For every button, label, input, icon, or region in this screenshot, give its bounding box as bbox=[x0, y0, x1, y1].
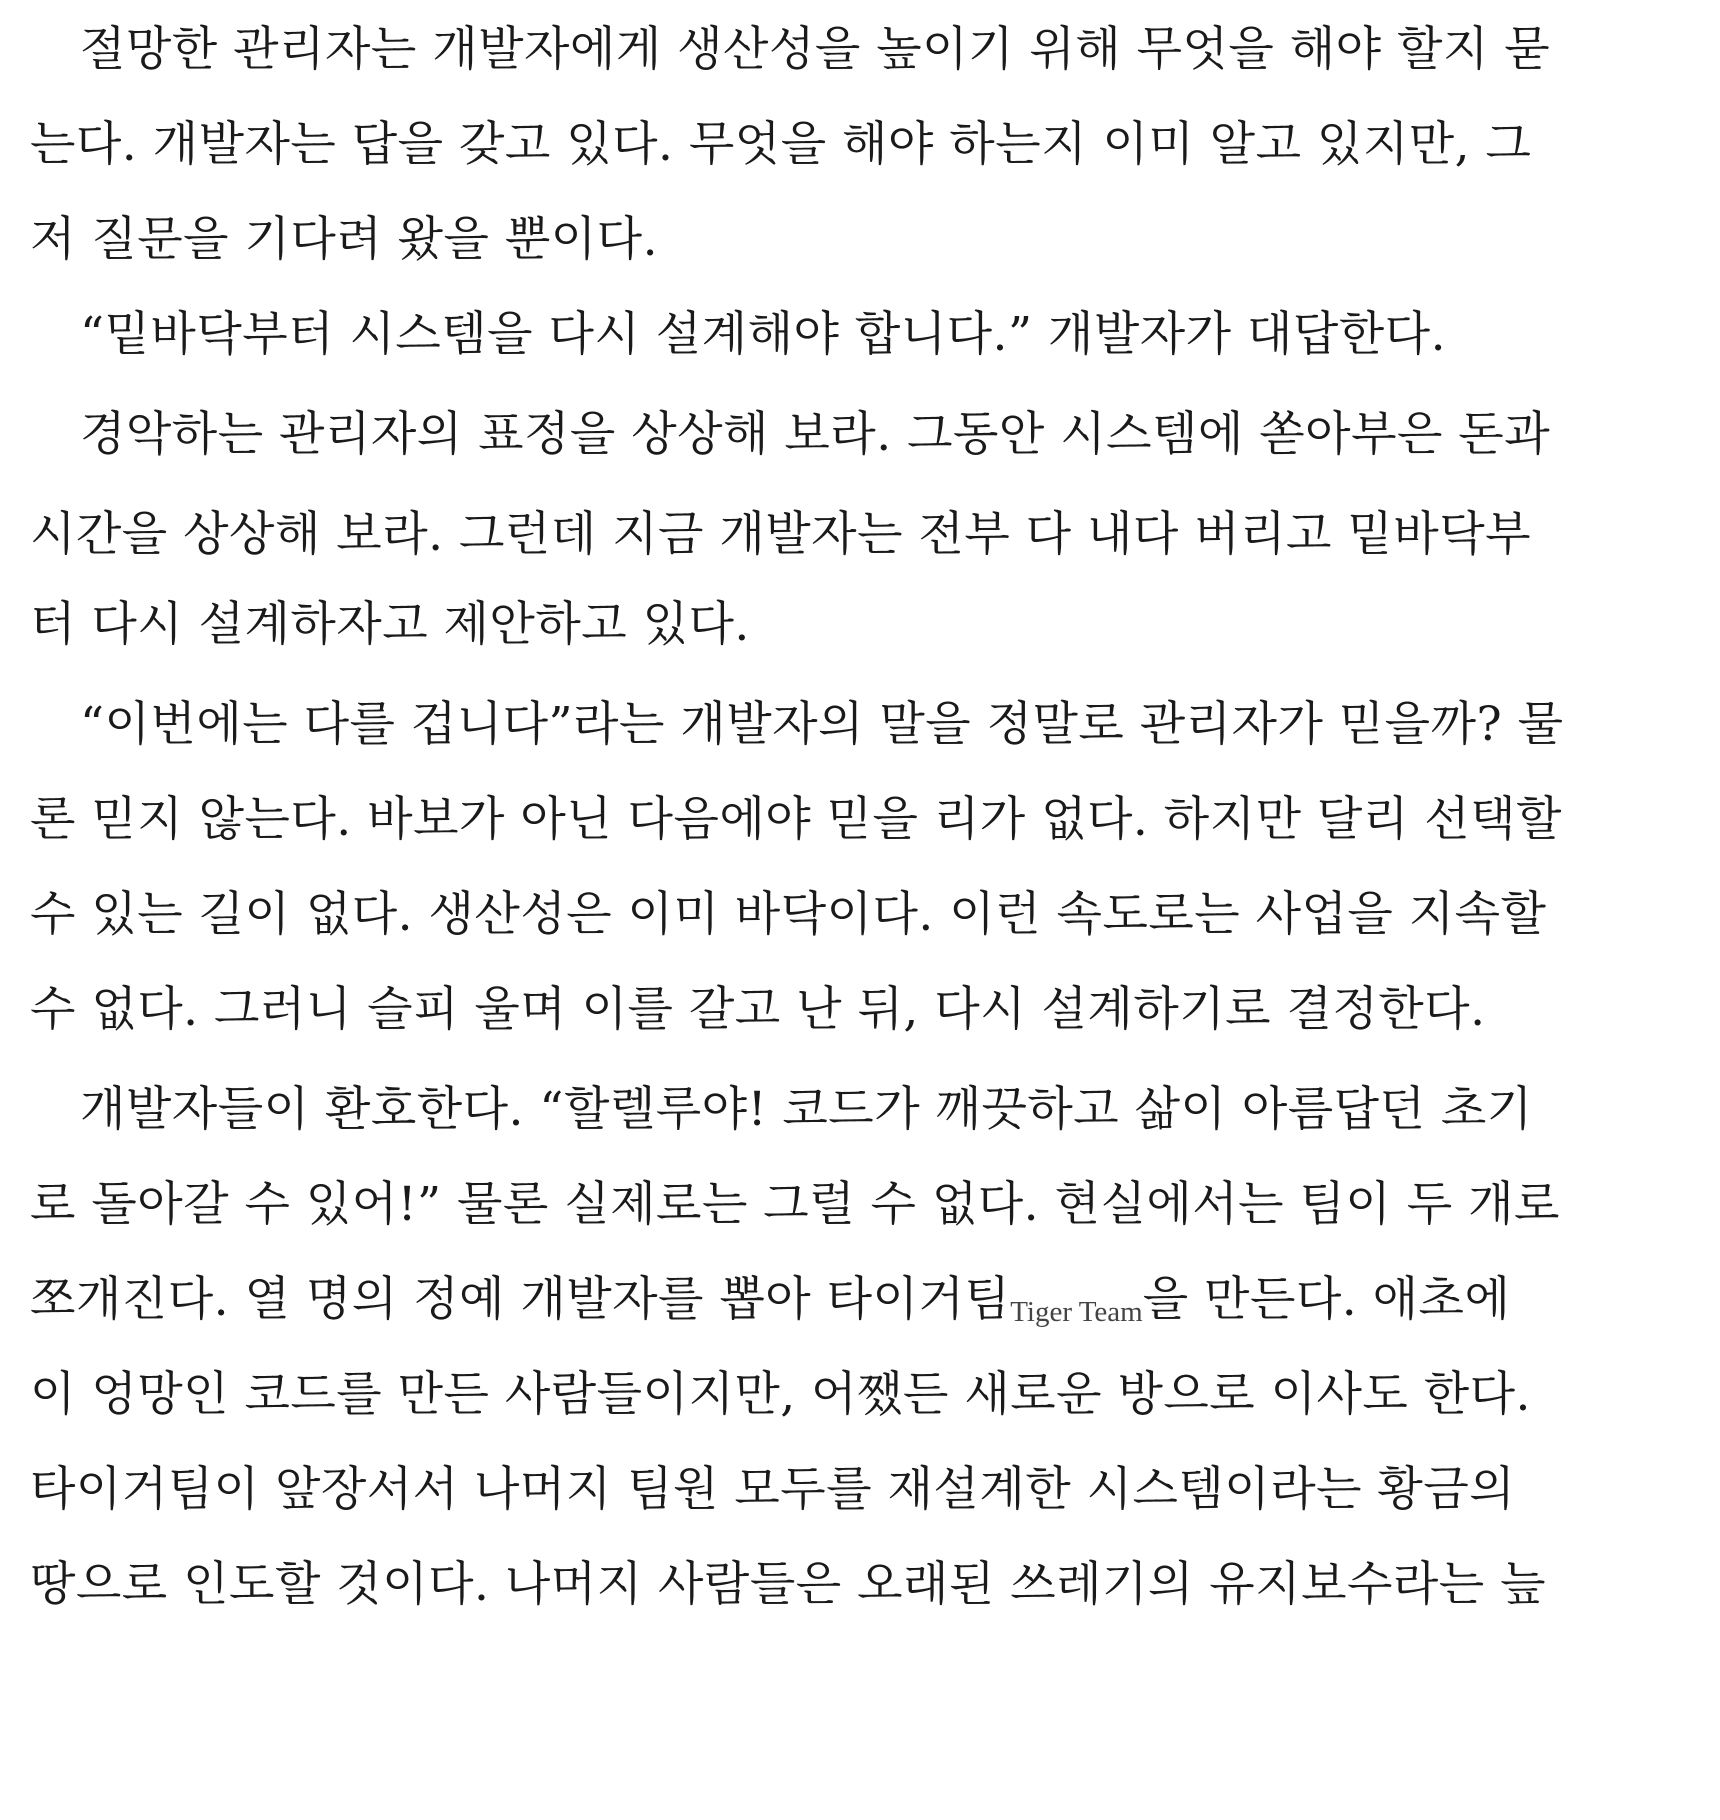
text-line-5: 경악하는 관리자의 표정을 상상해 보라. 그동안 시스템에 쏟아부은 돈과 bbox=[80, 407, 1551, 462]
text-line-15: 이 엉망인 코드를 만든 사람들이지만, 어쨌든 새로운 방으로 이사도 한다. bbox=[30, 1367, 1531, 1422]
text-line-7: 터 다시 설계하자고 제안하고 있다. bbox=[30, 597, 750, 652]
annotation-tiger-team: Tiger Team bbox=[1010, 1296, 1143, 1328]
text-line-14 bbox=[30, 1255, 1720, 1345]
text-line-2: 는다. 개발자는 답을 갖고 있다. 무엇을 해야 하는지 이미 알고 있지만, 그 bbox=[30, 117, 1532, 172]
text-line-4: “밑바닥부터 시스템을 다시 설계해야 합니다.” 개발자가 대답한다. bbox=[80, 307, 1447, 362]
text-line-6: 시간을 상상해 보라. 그런데 지금 개발자는 전부 다 내다 버리고 밑바닥부 bbox=[30, 507, 1531, 562]
text-line-13: 로 돌아갈 수 있어!” 물론 실제로는 그럴 수 없다. 현실에서는 팀이 두 개로 bbox=[30, 1177, 1560, 1232]
text-line-3: 저 질문을 기다려 왔을 뿐이다. bbox=[30, 212, 659, 267]
text-line-14-part-c: 을 만든다. 애초에 bbox=[1142, 1272, 1511, 1327]
text-line-11: 수 없다. 그러니 슬피 울며 이를 갈고 난 뒤, 다시 설계하기로 결정한다. bbox=[30, 982, 1486, 1037]
text-line-16: 타이거팀이 앞장서서 나머지 팀원 모두를 재설계한 시스템이라는 황금의 bbox=[30, 1462, 1516, 1517]
text-line-14-part-a: 쪼개진다. 열 명의 정예 개발자를 뽑아 타이거팀 bbox=[30, 1272, 1011, 1327]
text-line-12: 개발자들이 환호한다. “할렐루야! 코드가 깨끗하고 삶이 아름답던 초기 bbox=[80, 1082, 1533, 1137]
text-line-10: 수 있는 길이 없다. 생산성은 이미 바닥이다. 이런 속도로는 사업을 지속할 bbox=[30, 887, 1547, 942]
text-line-9: 론 믿지 않는다. 바보가 아닌 다음에야 믿을 리가 없다. 하지만 달리 선택할 bbox=[30, 792, 1562, 847]
text-line-8: “이번에는 다를 겁니다”라는 개발자의 말을 정말로 관리자가 믿을까? 물 bbox=[80, 697, 1564, 752]
text-line-17: 땅으로 인도할 것이다. 나머지 사람들은 오래된 쓰레기의 유지보수라는 늪 bbox=[30, 1557, 1547, 1612]
text-line-1: 절망한 관리자는 개발자에게 생산성을 높이기 위해 무엇을 해야 할지 묻 bbox=[80, 22, 1551, 77]
